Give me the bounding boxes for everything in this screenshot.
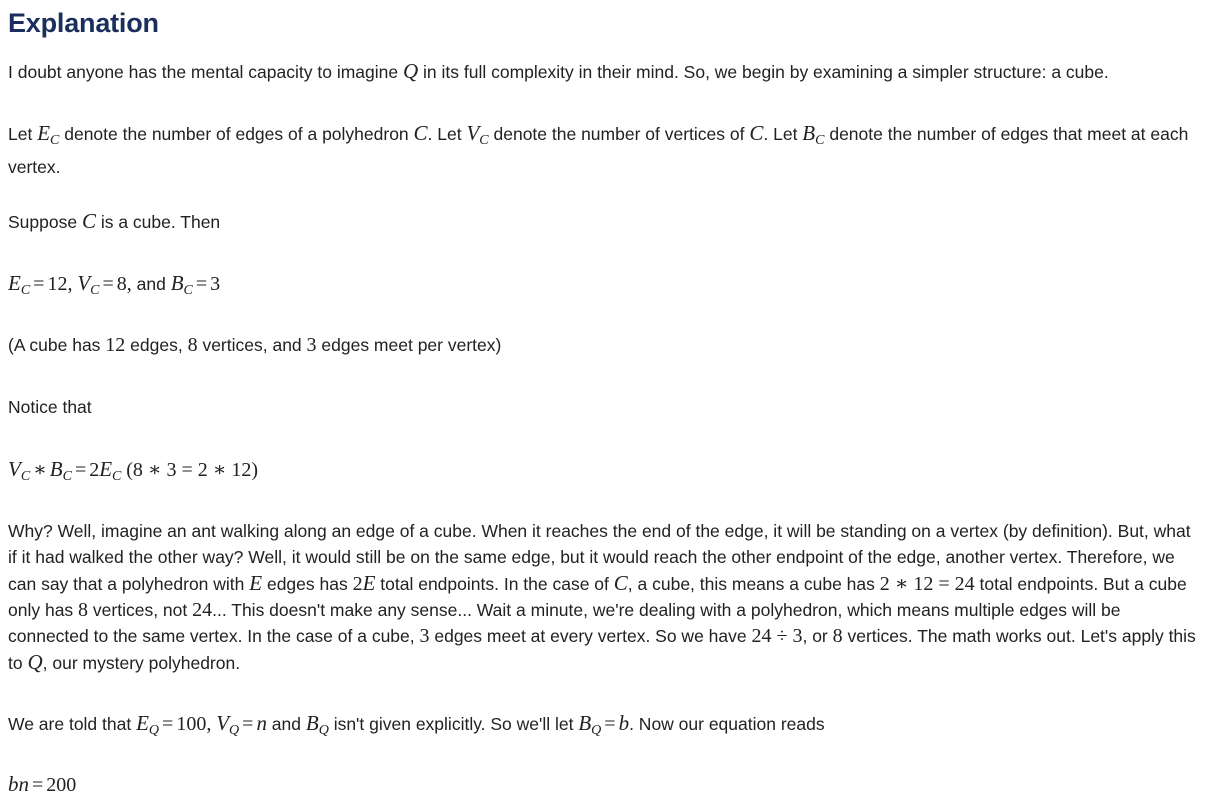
math-number: 2	[89, 459, 100, 481]
math-number: 3	[210, 273, 221, 295]
math-subscript: C	[112, 469, 122, 484]
math-var: B	[170, 271, 184, 295]
math-subscript: C	[183, 283, 193, 298]
math-subscript: Q	[148, 723, 160, 738]
text: total endpoints. In the case of	[375, 574, 614, 594]
text: vertices. The math works out. Let's apply this to	[8, 626, 1196, 673]
text: denote the number of vertices of	[488, 124, 750, 144]
paragraph-intro	[8, 58, 1203, 85]
math-var: C	[749, 121, 764, 145]
math-operator: =	[102, 273, 114, 295]
text: vertices, not	[88, 600, 193, 620]
math-var: Q	[27, 650, 43, 674]
text: edges meet at every vertex. So we have	[429, 626, 752, 646]
math-var: E	[362, 571, 376, 595]
math-number: 24	[192, 599, 213, 621]
math-operator: =	[195, 273, 208, 295]
text: edges,	[125, 335, 188, 355]
math-subscript: Q	[591, 723, 602, 738]
math-var: V	[466, 121, 480, 145]
math-var: E	[37, 121, 51, 145]
math-expression: (8 ∗ 3 = 2 ∗ 12)	[126, 459, 259, 481]
text: I doubt anyone has the mental capacity to imagine	[8, 62, 403, 82]
text: . Let	[763, 124, 803, 144]
math-operator: =	[162, 713, 174, 735]
math-subscript: C	[62, 469, 72, 484]
math-var: b	[618, 711, 630, 735]
math-operator: =	[74, 459, 87, 481]
text: denote the number of edges that meet at each vertex.	[8, 124, 1189, 177]
paragraph-cube-facts	[8, 332, 1203, 358]
equation-bn	[8, 771, 1203, 798]
text: and	[266, 714, 306, 734]
math-var: n	[256, 711, 267, 735]
math-var: E	[99, 457, 113, 481]
math-number: 12	[105, 334, 126, 356]
equation-handshake	[8, 456, 1203, 490]
text: . Now our equation reads	[629, 714, 825, 734]
paragraph-suppose	[8, 208, 1203, 235]
math-expression: 24 ÷ 3	[751, 625, 803, 647]
math-var: C	[81, 209, 96, 233]
text: is a cube. Then	[95, 212, 221, 232]
math-number: 200	[46, 774, 77, 796]
math-var: B	[305, 711, 319, 735]
text: edges has	[262, 574, 353, 594]
explanation-heading: Explanation	[8, 8, 159, 38]
math-var: B	[578, 711, 592, 735]
math-var: C	[613, 571, 628, 595]
math-number: 8	[832, 625, 843, 647]
text: Why? Well, imagine an ant walking along an edge of a cube. When it reaches the end of the edge, it will be standing on a vertex (by definition). But, what if it had walked the other way? Well, it would still be on the same edge, but it would reach the other endpoint of the edge, another vertex. Therefore, we can say that a polyhedron with	[8, 521, 1191, 594]
math-var: E	[249, 571, 263, 595]
text: , our mystery polyhedron.	[42, 653, 241, 673]
equation-cube-values	[8, 270, 1203, 304]
math-number: 8	[78, 599, 89, 621]
text: (A cube has	[8, 335, 106, 355]
math-subscript: Q	[229, 723, 240, 738]
math-subscript: C	[20, 283, 31, 298]
math-subscript: C	[50, 133, 60, 148]
math-subscript: C	[815, 133, 825, 148]
math-number: 100,	[176, 713, 212, 735]
paragraph-definitions	[8, 120, 1203, 180]
text: Let	[8, 124, 38, 144]
math-var: V	[8, 457, 21, 481]
math-var: V	[77, 271, 91, 295]
text: vertices, and	[197, 335, 307, 355]
math-subscript: C	[20, 469, 31, 484]
math-subscript: C	[479, 133, 489, 148]
text: total endpoints. But a cube only has	[8, 574, 1187, 620]
text: . Let	[427, 124, 467, 144]
text: and	[131, 274, 171, 294]
math-operator: =	[33, 273, 45, 295]
text: We are told that	[8, 714, 137, 734]
math-var: B	[49, 457, 63, 481]
math-number: 2	[352, 573, 363, 595]
math-operator: =	[242, 713, 254, 735]
text: , or	[802, 626, 833, 646]
math-var: B	[802, 121, 816, 145]
math-operator: =	[604, 713, 616, 735]
math-number: 8	[187, 334, 198, 356]
math-expression: 2 ∗ 12 = 24	[879, 573, 975, 595]
text: isn't given explicitly. So we'll let	[328, 714, 579, 734]
paragraph-given-values	[8, 710, 1203, 744]
math-number: 8,	[116, 273, 132, 295]
math-number: 3	[419, 625, 430, 647]
math-var: E	[136, 711, 149, 735]
math-operator: =	[32, 774, 44, 796]
math-number: 12,	[47, 273, 73, 295]
paragraph-ant-explanation	[8, 518, 1203, 676]
paragraph-notice: Notice that	[8, 397, 92, 417]
text: denote the number of edges of a polyhedron	[59, 124, 414, 144]
text: , a cube, this means a cube has	[627, 574, 880, 594]
math-var: Q	[402, 59, 419, 83]
math-var: bn	[8, 772, 29, 796]
text: in its full complexity in their mind. So, we begin by examining a simpler structure: a cube.	[418, 62, 1109, 82]
text: ... This doesn't make any sense... Wait a minute, we're dealing with a polyhedron, which means multiple edges will be connected to the same vertex. In the case of a cube,	[8, 600, 1121, 646]
math-var: V	[216, 711, 230, 735]
math-subscript: Q	[318, 723, 329, 738]
math-number: 3	[306, 334, 317, 356]
math-subscript: C	[90, 283, 100, 298]
text: edges meet per vertex)	[316, 335, 502, 355]
math-var: C	[413, 121, 428, 145]
math-var: E	[8, 271, 21, 295]
text: Suppose	[8, 212, 82, 232]
math-operator: ∗	[33, 459, 47, 481]
